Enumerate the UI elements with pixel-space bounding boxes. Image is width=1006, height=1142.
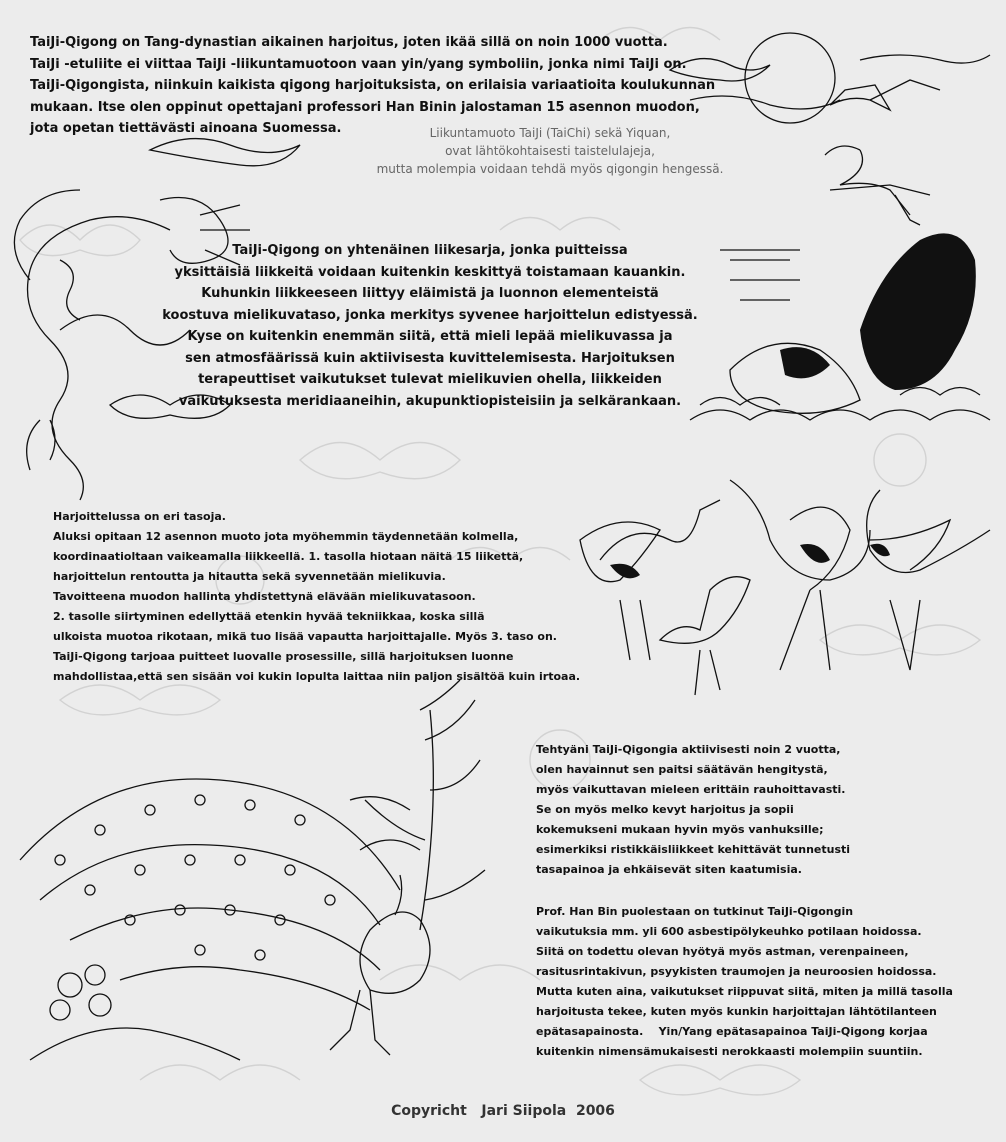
section5-line: harjoitusta tekee, kuten myös kunkin harjoittajan lähtötilanteen bbox=[536, 1005, 937, 1018]
intro-line: jota opetan tiettävästi ainoana Suomessa. bbox=[30, 121, 342, 136]
section4-line: kokemukseni mukaan hyvin myös vanhuksille; bbox=[536, 823, 824, 836]
section5-line: Prof. Han Bin puolestaan on tutkinut TaiJi-Qigongin bbox=[536, 905, 854, 918]
section2-line: terapeuttiset vaikutukset tulevat mielikuvien ohella, liikkeiden bbox=[198, 372, 662, 387]
section3-line: Tavoitteena muodon hallinta yhdistettynä elävään mielikuvatasoon. bbox=[53, 590, 476, 603]
section3-line: 2. tasolle siirtyminen edellyttää etenkin hyvää tekniikkaa, koska sillä bbox=[53, 610, 485, 623]
section2-line: yksittäisiä liikkeitä voidaan kuitenkin keskittyä toistamaan kauankin. bbox=[174, 264, 686, 280]
caption-line: Liikuntamuoto TaiJi (TaiChi) sekä Yiquan, bbox=[429, 126, 671, 140]
section4-line: tasapainoa ja ehkäisevät siten kaatumisia. bbox=[536, 863, 802, 876]
section4-line: myös vaikuttavan mieleen erittäin rauhoittavasti. bbox=[536, 783, 846, 796]
section-practice-description bbox=[110, 240, 750, 412]
section4-line: olen havainnut sen paitsi säätävän hengitystä, bbox=[536, 763, 828, 776]
section3-line: mahdollistaa,että sen sisään voi kukin lopulta laittaa niin paljon sisältöä kuin irtoaa. bbox=[53, 670, 581, 683]
section3-line: ulkoista muotoa rikotaan, mikä tuo lisää vapautta harjoittajalle. Myös 3. taso on. bbox=[53, 630, 557, 643]
caption-text bbox=[340, 124, 760, 178]
section3-line: koordinaatioltaan vaikeamalla liikkeellä. 1. tasolla hiotaan näitä 15 liikettä, bbox=[53, 550, 524, 563]
section-levels bbox=[53, 507, 580, 687]
section5-line: rasitusrintakivun, psyykisten traumojen ja neuroosien hoidossa. bbox=[536, 965, 937, 978]
section2-line: vaikutuksesta meridiaaneihin, akupunktiopisteisiin ja selkärankaan. bbox=[178, 393, 682, 409]
intro-line: mukaan. Itse olen oppinut opettajani professori Han Binin jalostaman 15 asennon muodon, bbox=[30, 99, 700, 115]
section-research bbox=[536, 902, 953, 1062]
section3-line: Aluksi opitaan 12 asennon muoto jota myöhemmin täydennetään kolmella, bbox=[53, 530, 519, 543]
peacock-illustration bbox=[20, 680, 485, 1060]
section5-line: Mutta kuten aina, vaikutukset riippuvat siitä, miten ja millä tasolla bbox=[536, 985, 953, 998]
section5-line: epätasapainosta. Yin/Yang epätasapainoa TaiJi-Qigong korjaa bbox=[536, 1025, 928, 1038]
dancing-cranes-illustration bbox=[580, 480, 990, 695]
section2-line: Kyse on kuitenkin enemmän siitä, että mieli lepää mielikuvassa ja bbox=[187, 329, 673, 344]
intro-line: TaiJi-Qigongista, niinkuin kaikista qigong harjoituksista, on erilaisia variaatioita koulukunnan bbox=[30, 78, 716, 93]
caption-line: ovat lähtökohtaisesti taistelulajeja, bbox=[445, 144, 655, 158]
section2-line: sen atmosfäärissä kuin aktiivisesta kuvittelemisesta. Harjoituksen bbox=[185, 350, 675, 366]
section2-line: koostuva mielikuvataso, jonka merkitys syvenee harjoittelun edistyessä. bbox=[162, 307, 698, 323]
section-experience bbox=[536, 740, 850, 880]
section3-line: TaiJi-Qigong tarjoaa puitteet luovalle prosessille, sillä harjoituksen luonne bbox=[53, 650, 514, 663]
intro-line: TaiJi -etuliite ei viittaa TaiJi -liikuntamuotoon vaan yin/yang symboliin, jonka nimi TaiJi on. bbox=[30, 56, 687, 72]
section4-line: Tehtyäni TaiJi-Qigongia aktiivisesti noin 2 vuotta, bbox=[536, 743, 841, 756]
section5-line: kuitenkin nimensämukaisesti nerokkaasti molempiin suuntiin. bbox=[536, 1045, 923, 1058]
flowers bbox=[50, 965, 111, 1020]
section2-line: Kuhunkin liikkeeseen liittyy eläimistä ja luonnon elementeistä bbox=[201, 286, 659, 301]
section4-line: esimerkiksi ristikkäisliikkeet kehittävät tunnetusti bbox=[536, 843, 851, 856]
section5-line: vaikutuksia mm. yli 600 asbestipölykeuhko potilaan hoidossa. bbox=[536, 925, 922, 938]
section2-line: TaiJi-Qigong on yhtenäinen liikesarja, jonka puitteissa bbox=[232, 243, 628, 258]
section5-line: Siitä on todettu olevan hyötyä myös astman, verenpaineen, bbox=[536, 945, 909, 958]
section3-line: Harjoittelussa on eri tasoja. bbox=[53, 510, 226, 523]
section4-line: Se on myös melko kevyt harjoitus ja sopii bbox=[536, 803, 794, 816]
intro-line: TaiJi-Qigong on Tang-dynastian aikainen harjoitus, joten ikää sillä on noin 1000 vuotta. bbox=[30, 35, 668, 50]
caption-line: mutta molempia voidaan tehdä myös qigongin hengessä. bbox=[376, 162, 724, 176]
copyright-footer: Copyricht Jari Siipola 2006 bbox=[391, 1103, 615, 1119]
section3-line: harjoittelun rentoutta ja hitautta sekä syvennetään mielikuvia. bbox=[53, 570, 446, 583]
